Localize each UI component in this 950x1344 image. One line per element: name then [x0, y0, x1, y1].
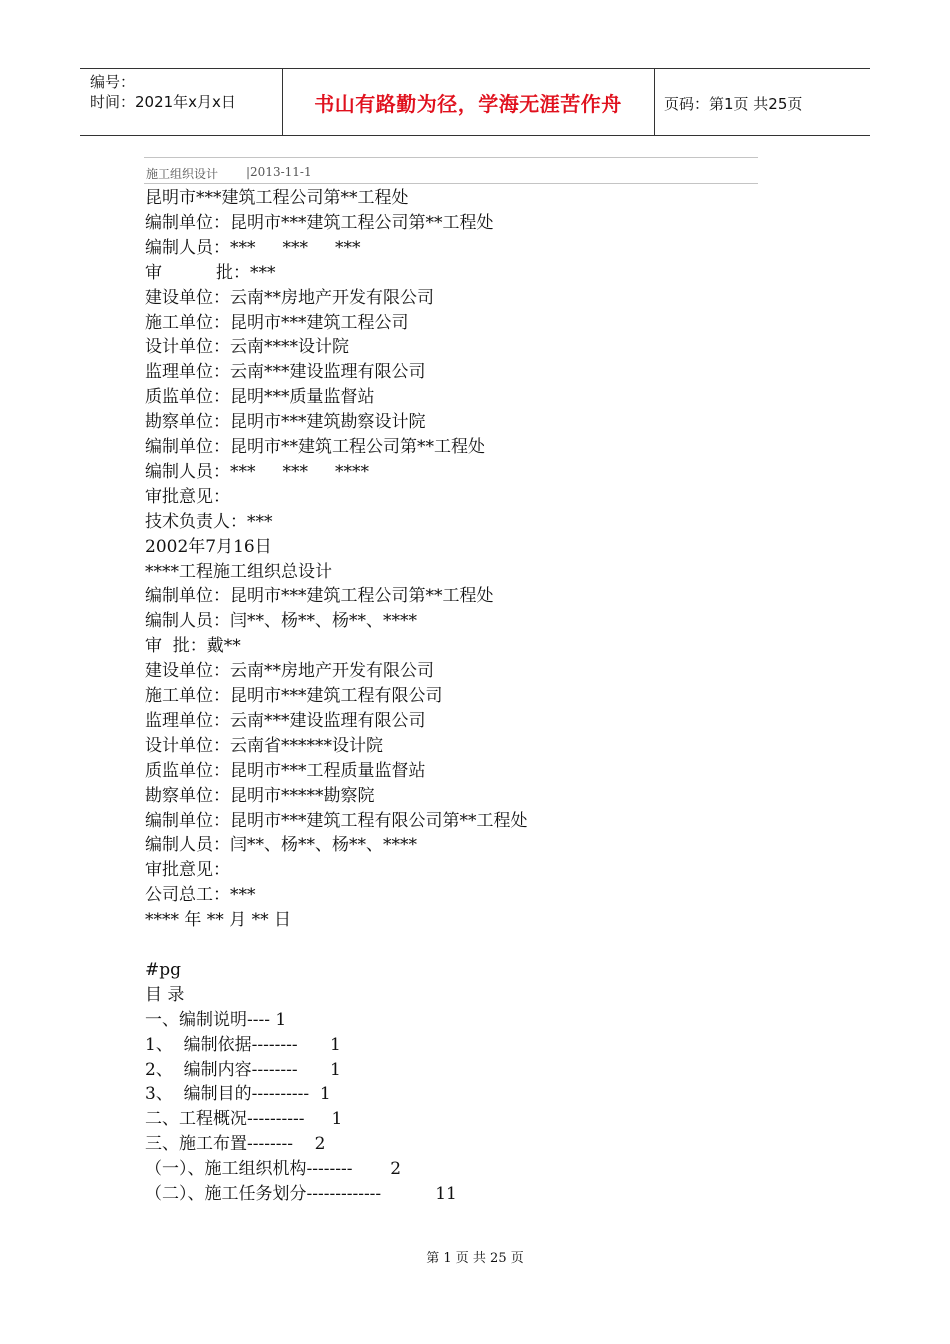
text-line: （一）、施工组织机构-------- 2: [145, 1159, 402, 1180]
text-line: 1、 编制依据-------- 1: [145, 1034, 341, 1055]
text-line: 编制人员：闫**、杨**、杨**、****: [145, 611, 417, 632]
text-line: 目 录: [145, 984, 185, 1005]
text-line: 2、 编制内容-------- 1: [145, 1059, 341, 1080]
document-header: [80, 68, 870, 136]
text-line: 施工单位：昆明市***建筑工程有限公司: [145, 686, 443, 706]
text-line: 编制单位：昆明市**建筑工程公司第**工程处: [145, 437, 485, 457]
text-line: 一、编制说明---- 1: [145, 1009, 287, 1030]
text-line: 质监单位：昆明市***工程质量监督站: [145, 760, 426, 781]
running-header: [144, 157, 758, 184]
text-line: 二、工程概况---------- 1: [145, 1109, 343, 1130]
text-line: 2002年7月16日: [145, 536, 272, 557]
text-line: 审批意见：: [145, 486, 230, 507]
text-line: 监理单位：云南***建设监理有限公司: [145, 362, 426, 383]
text-line: （二）、施工任务划分------------- 11: [145, 1184, 457, 1204]
text-line: 编制单位：昆明市***建筑工程公司第**工程处: [145, 586, 494, 607]
running-header-date: |2013-11-1: [246, 165, 312, 179]
text-line: 建设单位：云南**房地产开发有限公司: [145, 287, 434, 308]
text-line: **** 年 ** 月 ** 日: [145, 910, 292, 931]
text-line: 公司总工：***: [145, 885, 256, 906]
page-footer: 第 1 页 共 25 页: [426, 1251, 524, 1266]
text-line: 监理单位：云南***建设监理有限公司: [145, 710, 426, 731]
text-line: 质监单位：昆明***质量监督站: [145, 387, 375, 408]
text-line: 设计单位：云南****设计院: [145, 337, 349, 358]
header-page-info: 页码：第1页 共25页: [664, 95, 803, 113]
text-line: 昆明市***建筑工程公司第**工程处: [145, 188, 409, 208]
running-header-title: 施工组织设计: [146, 167, 219, 181]
serial-label: 编号：: [90, 73, 136, 91]
text-line: 勘察单位：昆明市***建筑勘察设计院: [145, 412, 426, 433]
text-line: 3、 编制目的---------- 1: [145, 1084, 331, 1105]
time-label: 时间：2021年x月x日: [90, 93, 236, 111]
text-line: 建设单位：云南**房地产开发有限公司: [145, 661, 434, 682]
text-line: #pg: [145, 959, 182, 980]
text-line: 勘察单位：昆明市*****勘察院: [145, 785, 375, 806]
header-motto: 书山有路勤为径，学海无涯苦作舟: [314, 91, 622, 116]
text-line: 编制人员：闫**、杨**、杨**、****: [145, 835, 417, 856]
text-line: 审批意见：: [145, 860, 230, 881]
text-line: 审 批：戴**: [145, 636, 241, 657]
header-meta: [90, 72, 236, 112]
text-line: 审 批：***: [145, 262, 276, 283]
text-line: 编制单位：昆明市***建筑工程有限公司第**工程处: [145, 810, 528, 831]
text-line: 设计单位：云南省******设计院: [145, 735, 383, 756]
text-line: 技术负责人：***: [145, 511, 273, 532]
text-line: 施工单位：昆明市***建筑工程公司: [145, 312, 409, 333]
text-line: 编制人员：*** *** ****: [145, 461, 370, 482]
text-line: ****工程施工组织总设计: [145, 561, 332, 582]
header-divider: [654, 69, 655, 135]
text-line: 编制人员：*** *** ***: [145, 237, 361, 258]
text-line: 三、施工布置-------- 2: [145, 1134, 326, 1155]
text-line: 编制单位：昆明市***建筑工程公司第**工程处: [145, 212, 494, 233]
